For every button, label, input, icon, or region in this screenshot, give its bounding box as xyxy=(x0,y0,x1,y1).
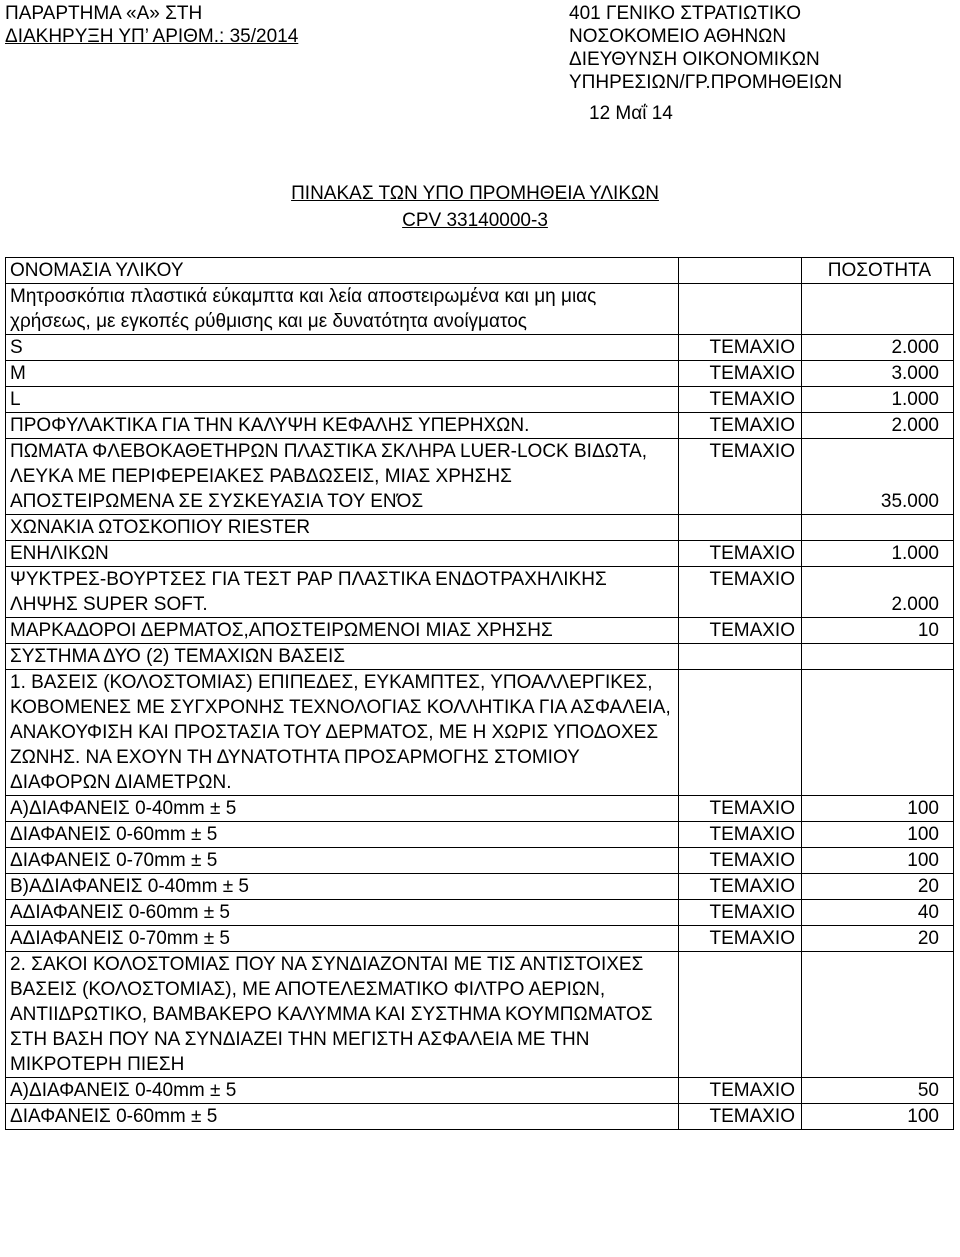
table-row xyxy=(6,952,954,1078)
item-quantity: 1.000 xyxy=(802,387,954,413)
item-quantity xyxy=(802,670,954,796)
item-quantity xyxy=(802,952,954,1078)
item-unit: ΤΕΜΑΧΙΟ xyxy=(679,1104,802,1130)
item-description: 1. ΒΑΣΕΙΣ (ΚΟΛΟΣΤΟΜΙΑΣ) ΕΠΙΠΕΔΕΣ, ΕΥΚΑΜΠΤΕΣ, ΥΠΟΑΛΛΕΡΓΙΚΕΣ, ΚΟΒΟΜΕΝΕΣ ΜΕ ΣΥΓΧΡΟΝΗΣ ΤΕΧΝΟΛΟΓΙΑΣ ΚΟΛΛΗΤΙΚΑ ΓΙΑ ΑΣΦΑΛΕΙΑ, ΑΝΑΚΟΥΦΙΣΗ ΚΑΙ ΠΡΟΣΤΑΣΙΑ ΤΟΥ ΔΕΡΜΑΤΟΣ, ΜΕ Η ΧΩΡΙΣ ΥΠΟΔΟΧΕΣ ΖΩΝΗΣ. ΝΑ ΕΧΟΥΝ ΤΗ ΔΥΝΑΤΟΤΗΤΑ ΠΡΟΣΑΡΜΟΓΗΣ ΣΤΟΜΙΟΥ ΔΙΑΦΟΡΩΝ ΔΙΑΜΕΤΡΩΝ. xyxy=(6,670,679,796)
item-description: M xyxy=(6,361,679,387)
item-description: Μητροσκόπια πλαστικά εύκαμπτα και λεία αποστειρωμένα και μη μιας χρήσεως, με εγκοπές ρύθμισης και με δυνατότητα ανοίγματος xyxy=(6,284,679,335)
table-row xyxy=(6,874,954,900)
item-unit: ΤΕΜΑΧΙΟ xyxy=(679,926,802,952)
item-quantity: 100 xyxy=(802,848,954,874)
table-row xyxy=(6,387,954,413)
materials-table xyxy=(5,257,954,1130)
item-description: L xyxy=(6,387,679,413)
hospital-name-line-1: 401 ΓΕΝΙΚΟ ΣΤΡΑΤΙΩΤΙΚΟ xyxy=(569,3,801,24)
item-description: ΠΡΟΦΥΛΑΚΤΙΚΑ ΓΙΑ ΤΗΝ ΚΑΛΥΨΗ ΚΕΦΑΛΗΣ ΥΠΕΡΗΧΩΝ. xyxy=(6,413,679,439)
item-unit: ΤΕΜΑΧΙΟ xyxy=(679,900,802,926)
item-quantity: 100 xyxy=(802,822,954,848)
item-quantity: 2.000 xyxy=(802,567,954,618)
item-description: ΑΔΙΑΦΑΝΕΙΣ 0-60mm ± 5 xyxy=(6,900,679,926)
item-quantity: 100 xyxy=(802,796,954,822)
item-quantity xyxy=(802,515,954,541)
item-quantity: 20 xyxy=(802,926,954,952)
item-quantity: 40 xyxy=(802,900,954,926)
table-row xyxy=(6,670,954,796)
item-description: ΔΙΑΦΑΝΕΙΣ 0-60mm ± 5 xyxy=(6,1104,679,1130)
table-row xyxy=(6,361,954,387)
item-description: Β)ΑΔΙΑΦΑΝΕΙΣ 0-40mm ± 5 xyxy=(6,874,679,900)
item-quantity: 10 xyxy=(802,618,954,644)
item-quantity xyxy=(802,284,954,335)
item-quantity: 1.000 xyxy=(802,541,954,567)
item-unit: ΤΕΜΑΧΙΟ xyxy=(679,413,802,439)
item-unit: ΤΕΜΑΧΙΟ xyxy=(679,361,802,387)
item-unit: ΤΕΜΑΧΙΟ xyxy=(679,335,802,361)
table-row xyxy=(6,1104,954,1130)
table-row xyxy=(6,567,954,618)
table-body xyxy=(6,284,954,1130)
header-left xyxy=(5,2,298,48)
column-header-name: ΟΝΟΜΑΣΙΑ ΥΛΙΚΟΥ xyxy=(6,258,679,284)
document-date: 12 Μαΐ 14 xyxy=(589,103,673,124)
item-description: ΨΥΚΤΡΕΣ-ΒΟΥΡΤΣΕΣ ΓΙΑ ΤΕΣΤ PAP ΠΛΑΣΤΙΚΑ ΕΝΔΟΤΡΑΧΗΛΙΚΗΣ ΛΗΨΗΣ SUPER SOFT. xyxy=(6,567,679,618)
cpv-code xyxy=(0,210,950,232)
item-unit: ΤΕΜΑΧΙΟ xyxy=(679,439,802,515)
item-description: S xyxy=(6,335,679,361)
table-row xyxy=(6,413,954,439)
item-description: ΧΩΝΑΚΙΑ ΩΤΟΣΚΟΠΙΟΥ RIESTER xyxy=(6,515,679,541)
table-row xyxy=(6,618,954,644)
column-header-unit xyxy=(679,258,802,284)
cpv-code-text: CPV 33140000-3 xyxy=(402,210,548,231)
item-description: Α)ΔΙΑΦΑΝΕΙΣ 0-40mm ± 5 xyxy=(6,1078,679,1104)
item-quantity xyxy=(802,644,954,670)
item-unit: ΤΕΜΑΧΙΟ xyxy=(679,874,802,900)
item-quantity: 20 xyxy=(802,874,954,900)
annex-title: ΠΑΡΑΡΤΗΜΑ «Α» ΣΤΗ xyxy=(5,3,203,24)
item-unit: ΤΕΜΑΧΙΟ xyxy=(679,848,802,874)
item-unit xyxy=(679,952,802,1078)
table-row xyxy=(6,1078,954,1104)
item-quantity: 100 xyxy=(802,1104,954,1130)
item-description: ΔΙΑΦΑΝΕΙΣ 0-60mm ± 5 xyxy=(6,822,679,848)
item-unit xyxy=(679,515,802,541)
table-row xyxy=(6,822,954,848)
item-quantity: 2.000 xyxy=(802,335,954,361)
tender-reference: ΔΙΑΚΗΡΥΞΗ ΥΠ’ ΑΡΙΘΜ.: 35/2014 xyxy=(5,26,299,47)
item-unit: ΤΕΜΑΧΙΟ xyxy=(679,387,802,413)
column-header-quantity: ΠΟΣΟΤΗΤΑ xyxy=(802,258,954,284)
item-unit: ΤΕΜΑΧΙΟ xyxy=(679,822,802,848)
table-row xyxy=(6,926,954,952)
item-unit xyxy=(679,284,802,335)
table-title xyxy=(0,183,950,205)
table-title-text: ΠΙΝΑΚΑΣ ΤΩΝ ΥΠΟ ΠΡΟΜΗΘΕΙΑ ΥΛΙΚΩΝ xyxy=(291,183,659,204)
item-description: ΜΑΡΚΑΔΟΡΟΙ ΔΕΡΜΑΤΟΣ,ΑΠΟΣΤΕΙΡΩΜΕΝΟΙ ΜΙΑΣ ΧΡΗΣΗΣ xyxy=(6,618,679,644)
item-unit: ΤΕΜΑΧΙΟ xyxy=(679,567,802,618)
table-row xyxy=(6,848,954,874)
item-quantity: 3.000 xyxy=(802,361,954,387)
header-right xyxy=(569,2,842,94)
table-header-row xyxy=(6,258,954,284)
item-unit: ΤΕΜΑΧΙΟ xyxy=(679,618,802,644)
table-row xyxy=(6,515,954,541)
item-quantity: 2.000 xyxy=(802,413,954,439)
department-line-1: ΔΙΕΥΘΥΝΣΗ ΟΙΚΟΝΟΜΙΚΩΝ xyxy=(569,49,820,70)
table-row xyxy=(6,644,954,670)
department-line-2: ΥΠΗΡΕΣΙΩΝ/ΓΡ.ΠΡΟΜΗΘΕΙΩΝ xyxy=(569,72,843,93)
table-row xyxy=(6,541,954,567)
item-description: ΑΔΙΑΦΑΝΕΙΣ 0-70mm ± 5 xyxy=(6,926,679,952)
item-unit xyxy=(679,644,802,670)
item-unit xyxy=(679,670,802,796)
table-row xyxy=(6,796,954,822)
table-row xyxy=(6,335,954,361)
item-description: Α)ΔΙΑΦΑΝΕΙΣ 0-40mm ± 5 xyxy=(6,796,679,822)
table-row xyxy=(6,284,954,335)
item-description: ΠΩΜΑΤΑ ΦΛΕΒΟΚΑΘΕΤΗΡΩΝ ΠΛΑΣΤΙΚΑ ΣΚΛΗΡΑ LUER-LOCK ΒΙΔΩΤΑ, ΛΕΥΚΑ ΜΕ ΠΕΡΙΦΕΡΕΙΑΚΕΣ ΡΑΒΔΩΣΕΙΣ, ΜΙΑΣ ΧΡΗΣΗΣ ΑΠΟΣΤΕΙΡΩΜΕΝΑ ΣΕ ΣΥΣΚΕΥΑΣΙΑ ΤΟΥ ΕΝΌΣ xyxy=(6,439,679,515)
hospital-name-line-2: ΝΟΣΟΚΟΜΕΙΟ ΑΘΗΝΩΝ xyxy=(569,26,787,47)
item-description: ΣΥΣΤΗΜΑ ΔΥΟ (2) ΤΕΜΑΧΙΩΝ ΒΑΣΕΙΣ xyxy=(6,644,679,670)
item-quantity: 50 xyxy=(802,1078,954,1104)
table-row xyxy=(6,900,954,926)
item-unit: ΤΕΜΑΧΙΟ xyxy=(679,541,802,567)
item-description: ΕΝΗΛΙΚΩΝ xyxy=(6,541,679,567)
item-unit: ΤΕΜΑΧΙΟ xyxy=(679,796,802,822)
item-unit: ΤΕΜΑΧΙΟ xyxy=(679,1078,802,1104)
table-row xyxy=(6,439,954,515)
item-description: ΔΙΑΦΑΝΕΙΣ 0-70mm ± 5 xyxy=(6,848,679,874)
item-quantity: 35.000 xyxy=(802,439,954,515)
item-description: 2. ΣΑΚΟΙ ΚΟΛΟΣΤΟΜΙΑΣ ΠΟΥ ΝΑ ΣΥΝΔΙΑΖΟΝΤΑΙ ΜΕ ΤΙΣ ΑΝΤΙΣΤΟΙΧΕΣ ΒΑΣΕΙΣ (ΚΟΛΟΣΤΟΜΙΑΣ), ΜΕ ΑΠΟΤΕΛΕΣΜΑΤΙΚΟ ΦΙΛΤΡΟ ΑΕΡΙΩΝ, ΑΝΤΙΙΔΡΩΤΙΚΟ, ΒΑΜΒΑΚΕΡΟ ΚΑΛΥΜΜΑ ΚΑΙ ΣΥΣΤΗΜΑ ΚΟΥΜΠΩΜΑΤΟΣ ΣΤΗ ΒΑΣΗ ΠΟΥ ΝΑ ΣΥΝΔΙΑΖΕΙ ΤΗΝ ΜΕΓΙΣΤΗ ΑΣΦΑΛΕΙΑ ΜΕ ΤΗΝ ΜΙΚΡΟΤΕΡΗ ΠΙΕΣΗ xyxy=(6,952,679,1078)
